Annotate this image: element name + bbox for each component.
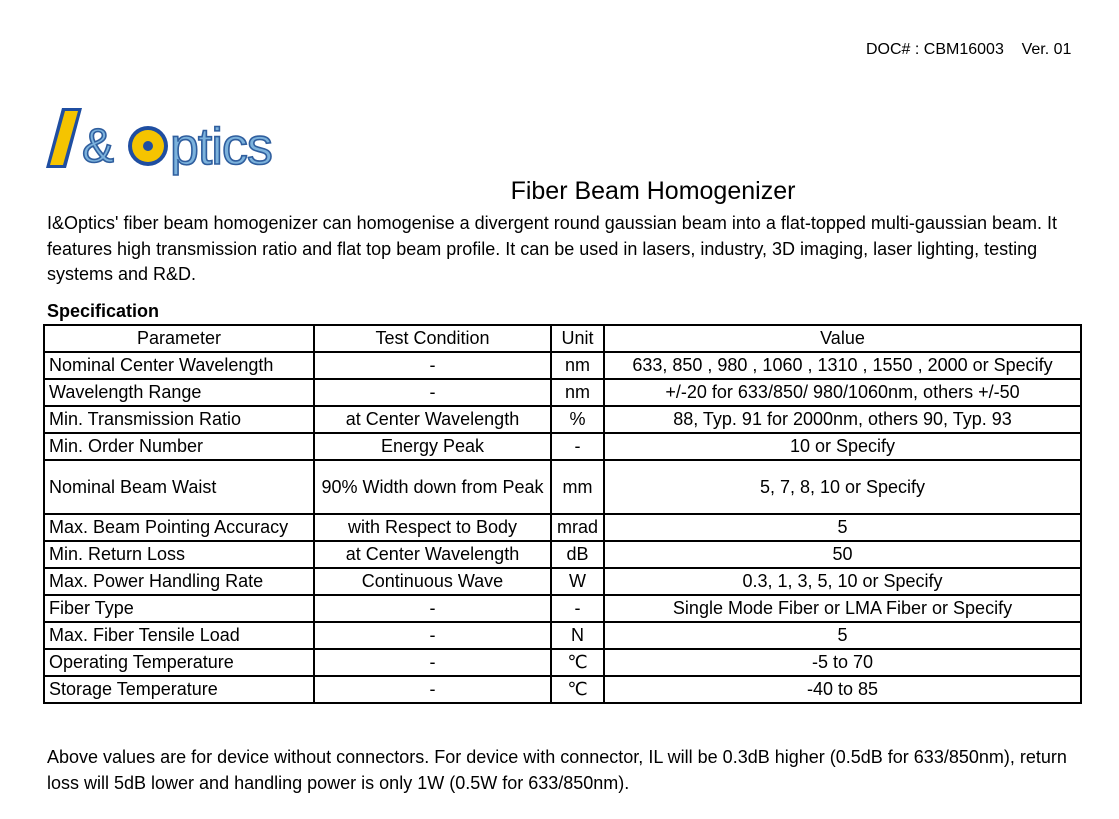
specification-table xyxy=(43,324,1082,704)
footnote: Above values are for device without connectors. For device with connector, IL will be 0.3dB higher (0.5dB for 633/850nm), return loss will 5dB lower and handling power is only 1W (0.5W for 633/850nm). xyxy=(47,747,1067,793)
cell-unit: ℃ xyxy=(551,676,604,703)
cell-parameter: Nominal Center Wavelength xyxy=(44,352,314,379)
cell-parameter: Nominal Beam Waist xyxy=(44,460,314,514)
table-row xyxy=(44,460,1081,514)
svg-text:ptics: ptics xyxy=(170,118,272,176)
cell-parameter: Min. Transmission Ratio xyxy=(44,406,314,433)
cell-value: Single Mode Fiber or LMA Fiber or Specify xyxy=(604,595,1081,622)
cell-value: 10 or Specify xyxy=(604,433,1081,460)
cell-condition: 90% Width down from Peak xyxy=(314,460,551,514)
cell-unit: ℃ xyxy=(551,649,604,676)
cell-condition: Energy Peak xyxy=(314,433,551,460)
cell-condition: - xyxy=(314,595,551,622)
cell-unit: N xyxy=(551,622,604,649)
cell-condition: - xyxy=(314,352,551,379)
cell-parameter: Min. Return Loss xyxy=(44,541,314,568)
cell-unit: nm xyxy=(551,379,604,406)
cell-parameter: Operating Temperature xyxy=(44,649,314,676)
cell-parameter: Storage Temperature xyxy=(44,676,314,703)
intro-paragraph: I&Optics' fiber beam homogenizer can homogenise a divergent round gaussian beam into a flat-topped multi-gaussian beam. It features high transmission ratio and flat top beam profile. It can be used in lasers, industry, 3D imaging, laser lighting, testing systems and R&D. xyxy=(47,213,1058,284)
cell-value: 5, 7, 8, 10 or Specify xyxy=(604,460,1081,514)
cell-condition: at Center Wavelength xyxy=(314,406,551,433)
cell-condition: at Center Wavelength xyxy=(314,541,551,568)
cell-value: 5 xyxy=(604,622,1081,649)
column-header-value: Value xyxy=(604,325,1081,352)
cell-condition: - xyxy=(314,622,551,649)
table-row xyxy=(44,568,1081,595)
table-row xyxy=(44,433,1081,460)
cell-parameter: Max. Power Handling Rate xyxy=(44,568,314,595)
column-header-unit: Unit xyxy=(551,325,604,352)
cell-value: -40 to 85 xyxy=(604,676,1081,703)
table-row xyxy=(44,649,1081,676)
cell-parameter: Wavelength Range xyxy=(44,379,314,406)
page-title: Fiber Beam Homogenizer xyxy=(510,176,796,205)
cell-value: -5 to 70 xyxy=(604,649,1081,676)
table-row xyxy=(44,514,1081,541)
cell-unit: dB xyxy=(551,541,604,568)
table-row xyxy=(44,379,1081,406)
table-row xyxy=(44,406,1081,433)
cell-condition: with Respect to Body xyxy=(314,514,551,541)
cell-value: 0.3, 1, 3, 5, 10 or Specify xyxy=(604,568,1081,595)
table-row xyxy=(44,676,1081,703)
column-header-parameter: Parameter xyxy=(44,325,314,352)
cell-unit: nm xyxy=(551,352,604,379)
cell-unit: % xyxy=(551,406,604,433)
cell-parameter: Min. Order Number xyxy=(44,433,314,460)
cell-unit: mm xyxy=(551,460,604,514)
table-header-row xyxy=(44,325,1081,352)
cell-value: 88, Typ. 91 for 2000nm, others 90, Typ. 93 xyxy=(604,406,1081,433)
cell-condition: Continuous Wave xyxy=(314,568,551,595)
logo-graphic xyxy=(46,106,306,186)
cell-parameter: Max. Beam Pointing Accuracy xyxy=(44,514,314,541)
table-row xyxy=(44,595,1081,622)
cell-condition: - xyxy=(314,649,551,676)
cell-value: 50 xyxy=(604,541,1081,568)
table-row xyxy=(44,541,1081,568)
cell-parameter: Max. Fiber Tensile Load xyxy=(44,622,314,649)
specification-heading: Specification xyxy=(47,301,160,321)
svg-text:&: & xyxy=(82,120,115,173)
cell-unit: - xyxy=(551,433,604,460)
table-row xyxy=(44,622,1081,649)
cell-value: +/-20 for 633/850/ 980/1060nm, others +/-50 xyxy=(604,379,1081,406)
cell-unit: - xyxy=(551,595,604,622)
table-row xyxy=(44,352,1081,379)
cell-parameter: Fiber Type xyxy=(44,595,314,622)
cell-value: 5 xyxy=(604,514,1081,541)
cell-value: 633, 850 , 980 , 1060 , 1310 , 1550 , 2000 or Specify xyxy=(604,352,1081,379)
cell-unit: W xyxy=(551,568,604,595)
cell-unit: mrad xyxy=(551,514,604,541)
column-header-test-condition: Test Condition xyxy=(314,325,551,352)
company-logo xyxy=(46,106,306,186)
cell-condition: - xyxy=(314,676,551,703)
cell-condition: - xyxy=(314,379,551,406)
document-id: DOC# : CBM16003 Ver. 01 xyxy=(866,41,1072,58)
